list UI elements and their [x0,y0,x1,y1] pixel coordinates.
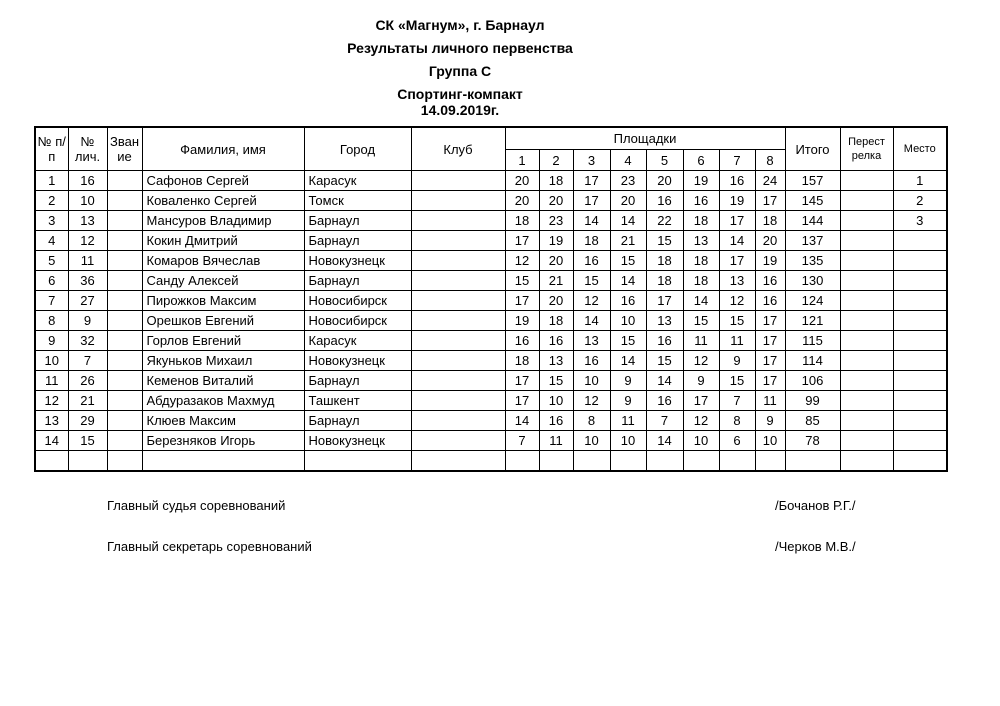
chief-judge-label: Главный судья соревнований [107,498,286,513]
table-row [35,171,947,191]
cell-total: 114 [785,351,840,371]
cell-site-score: 6 [719,431,755,451]
cell-place [893,271,947,291]
cell-city [304,451,411,472]
table-row [35,291,947,311]
cell-lic: 36 [68,271,107,291]
cell-lic: 26 [68,371,107,391]
site-number-header: 7 [719,150,755,171]
cell-total: 85 [785,411,840,431]
cell-site-score: 18 [683,211,719,231]
col-header-place: Место [893,127,947,171]
cell-site-score: 17 [505,391,539,411]
cell-shootoff [840,291,893,311]
cell-num: 2 [35,191,68,211]
col-header-name: Фамилия, имя [142,127,304,171]
cell-name: Пирожков Максим [142,291,304,311]
cell-shootoff [840,451,893,472]
cell-total: 137 [785,231,840,251]
cell-site-score: 16 [539,331,573,351]
cell-lic: 21 [68,391,107,411]
cell-site-score: 18 [683,251,719,271]
cell-site-score: 10 [610,311,646,331]
cell-site-score: 15 [505,271,539,291]
cell-num: 4 [35,231,68,251]
cell-site-score: 16 [646,391,683,411]
cell-place [893,431,947,451]
cell-site-score [573,451,610,472]
site-number-header: 4 [610,150,646,171]
cell-site-score: 14 [573,311,610,331]
cell-site-score: 16 [646,331,683,351]
cell-site-score: 13 [573,331,610,351]
cell-place [893,351,947,371]
table-row [35,351,947,371]
cell-site-score: 15 [646,351,683,371]
cell-num: 13 [35,411,68,431]
cell-shootoff [840,231,893,251]
cell-city: Томск [304,191,411,211]
cell-rank [107,191,142,211]
cell-site-score: 20 [539,251,573,271]
table-row [35,271,947,291]
cell-site-score: 10 [683,431,719,451]
cell-site-score: 17 [505,371,539,391]
cell-site-score: 20 [505,191,539,211]
cell-club [411,431,505,451]
cell-place: 1 [893,171,947,191]
cell-club [411,351,505,371]
cell-city: Ташкент [304,391,411,411]
cell-site-score: 17 [573,191,610,211]
cell-rank [107,371,142,391]
cell-site-score: 15 [610,251,646,271]
cell-site-score: 8 [719,411,755,431]
cell-city: Барнаул [304,231,411,251]
cell-site-score: 16 [719,171,755,191]
site-number-header: 8 [755,150,785,171]
cell-site-score: 12 [573,391,610,411]
cell-site-score: 14 [719,231,755,251]
cell-city: Новосибирск [304,311,411,331]
cell-site-score: 18 [755,211,785,231]
cell-site-score: 9 [610,371,646,391]
cell-site-score: 15 [719,371,755,391]
cell-site-score: 7 [646,411,683,431]
cell-site-score: 13 [646,311,683,331]
cell-site-score: 14 [573,211,610,231]
cell-city: Барнаул [304,411,411,431]
cell-site-score: 20 [610,191,646,211]
cell-site-score: 12 [683,351,719,371]
cell-num: 3 [35,211,68,231]
cell-site-score: 18 [646,271,683,291]
cell-total: 106 [785,371,840,391]
chief-judge-name: /Бочанов Р.Г./ [775,498,856,513]
cell-site-score: 20 [646,171,683,191]
cell-name: Горлов Евгений [142,331,304,351]
col-header-rank: Зван ие [107,127,142,171]
cell-site-score: 20 [755,231,785,251]
cell-total: 144 [785,211,840,231]
cell-site-score: 18 [683,271,719,291]
site-number-header: 2 [539,150,573,171]
cell-city: Новокузнецк [304,431,411,451]
cell-num: 8 [35,311,68,331]
cell-site-score [539,451,573,472]
cell-city: Барнаул [304,211,411,231]
col-header-club: Клуб [411,127,505,171]
cell-site-score: 21 [610,231,646,251]
site-number-header: 5 [646,150,683,171]
cell-lic: 29 [68,411,107,431]
cell-club [411,451,505,472]
cell-site-score: 10 [755,431,785,451]
cell-place [893,291,947,311]
cell-site-score: 15 [610,331,646,351]
cell-site-score [683,451,719,472]
cell-name [142,451,304,472]
col-header-num: № п/п [35,127,68,171]
cell-site-score: 18 [573,231,610,251]
col-header-sites: Площадки [505,127,785,150]
cell-name: Кеменов Виталий [142,371,304,391]
group-title: Группа С [428,63,492,79]
cell-site-score: 18 [505,351,539,371]
cell-site-score: 14 [505,411,539,431]
cell-rank [107,431,142,451]
cell-num: 1 [35,171,68,191]
cell-place [893,311,947,331]
cell-site-score: 9 [683,371,719,391]
cell-club [411,371,505,391]
cell-total: 157 [785,171,840,191]
cell-shootoff [840,371,893,391]
cell-site-score: 13 [719,271,755,291]
cell-rank [107,311,142,331]
cell-lic: 15 [68,431,107,451]
cell-site-score: 10 [539,391,573,411]
cell-shootoff [840,251,893,271]
cell-site-score [505,451,539,472]
cell-lic: 13 [68,211,107,231]
cell-place [893,411,947,431]
cell-name: Клюев Максим [142,411,304,431]
cell-city: Карасук [304,331,411,351]
cell-site-score: 14 [610,211,646,231]
site-number-header: 1 [505,150,539,171]
results-table [34,126,948,472]
cell-site-score: 16 [573,351,610,371]
table-row [35,311,947,331]
cell-site-score: 9 [755,411,785,431]
cell-site-score: 17 [505,291,539,311]
cell-site-score: 22 [646,211,683,231]
table-row [35,411,947,431]
cell-rank [107,351,142,371]
cell-site-score: 16 [646,191,683,211]
cell-site-score: 15 [683,311,719,331]
cell-club [411,311,505,331]
cell-place [893,251,947,271]
table-row [35,391,947,411]
cell-lic: 10 [68,191,107,211]
cell-place [893,391,947,411]
cell-site-score: 17 [505,231,539,251]
cell-name: Сафонов Сергей [142,171,304,191]
cell-club [411,331,505,351]
cell-site-score: 14 [646,431,683,451]
discipline-title: Спортинг-компакт [397,86,523,102]
cell-site-score: 12 [505,251,539,271]
cell-city: Карасук [304,171,411,191]
cell-rank [107,251,142,271]
cell-total: 130 [785,271,840,291]
cell-club [411,191,505,211]
cell-site-score: 18 [505,211,539,231]
cell-site-score: 14 [646,371,683,391]
cell-lic: 12 [68,231,107,251]
cell-site-score: 19 [505,311,539,331]
results-title: Результаты личного первенства [347,40,573,56]
club-title: СК «Магнум», г. Барнаул [375,17,545,33]
cell-site-score: 17 [755,351,785,371]
cell-site-score: 13 [683,231,719,251]
cell-lic: 9 [68,311,107,331]
chief-secretary-name: /Черков М.В./ [775,539,856,554]
col-header-total: Итого [785,127,840,171]
cell-shootoff [840,271,893,291]
cell-total: 99 [785,391,840,411]
cell-city: Барнаул [304,271,411,291]
cell-city: Новокузнецк [304,351,411,371]
cell-site-score: 12 [683,411,719,431]
cell-site-score: 10 [573,371,610,391]
cell-site-score [755,451,785,472]
cell-site-score: 20 [539,291,573,311]
document-header [0,14,920,117]
col-header-city: Город [304,127,411,171]
cell-site-score: 17 [719,211,755,231]
cell-site-score: 12 [719,291,755,311]
cell-name: Комаров Вячеслав [142,251,304,271]
table-row [35,211,947,231]
cell-site-score: 19 [539,231,573,251]
cell-name: Коваленко Сергей [142,191,304,211]
cell-site-score: 17 [755,371,785,391]
cell-name: Кокин Дмитрий [142,231,304,251]
cell-site-score: 17 [646,291,683,311]
cell-site-score: 18 [539,171,573,191]
cell-shootoff [840,331,893,351]
cell-shootoff [840,211,893,231]
cell-lic: 16 [68,171,107,191]
cell-club [411,391,505,411]
cell-site-score: 9 [610,391,646,411]
cell-site-score: 19 [755,251,785,271]
cell-place [893,331,947,351]
cell-site-score: 24 [755,171,785,191]
cell-site-score: 20 [505,171,539,191]
cell-site-score: 7 [505,431,539,451]
cell-site-score: 10 [573,431,610,451]
cell-site-score: 17 [755,311,785,331]
table-row [35,371,947,391]
cell-num: 5 [35,251,68,271]
cell-num: 9 [35,331,68,351]
cell-site-score: 15 [573,271,610,291]
cell-site-score [646,451,683,472]
cell-site-score: 21 [539,271,573,291]
cell-rank [107,291,142,311]
cell-name: Березняков Игорь [142,431,304,451]
cell-club [411,171,505,191]
cell-site-score: 9 [719,351,755,371]
cell-site-score [719,451,755,472]
table-row [35,191,947,211]
cell-rank [107,451,142,472]
cell-club [411,411,505,431]
cell-total: 115 [785,331,840,351]
cell-site-score: 17 [573,171,610,191]
cell-shootoff [840,391,893,411]
cell-num [35,451,68,472]
cell-site-score: 20 [539,191,573,211]
cell-site-score: 16 [683,191,719,211]
table-row [35,251,947,271]
cell-place [893,451,947,472]
event-date: 14.09.2019г. [420,102,500,118]
cell-site-score: 11 [755,391,785,411]
cell-site-score: 15 [539,371,573,391]
table-row [35,451,947,472]
cell-num: 10 [35,351,68,371]
cell-site-score: 17 [719,251,755,271]
cell-lic: 7 [68,351,107,371]
cell-site-score: 11 [610,411,646,431]
cell-site-score: 14 [610,271,646,291]
cell-site-score: 17 [755,191,785,211]
cell-club [411,211,505,231]
cell-site-score: 13 [539,351,573,371]
cell-club [411,231,505,251]
cell-shootoff [840,411,893,431]
cell-shootoff [840,431,893,451]
cell-place [893,371,947,391]
cell-total: 78 [785,431,840,451]
cell-site-score: 15 [719,311,755,331]
cell-club [411,251,505,271]
cell-rank [107,331,142,351]
cell-place: 2 [893,191,947,211]
cell-site-score: 16 [755,271,785,291]
cell-place: 3 [893,211,947,231]
cell-site-score: 15 [646,231,683,251]
cell-site-score: 12 [573,291,610,311]
cell-site-score: 23 [610,171,646,191]
cell-lic: 27 [68,291,107,311]
cell-total: 124 [785,291,840,311]
cell-rank [107,271,142,291]
cell-city: Новокузнецк [304,251,411,271]
cell-rank [107,411,142,431]
cell-name: Абдуразаков Махмуд [142,391,304,411]
cell-rank [107,391,142,411]
cell-num: 14 [35,431,68,451]
cell-name: Мансуров Владимир [142,211,304,231]
cell-total: 135 [785,251,840,271]
cell-name: Якуньков Михаил [142,351,304,371]
cell-lic: 11 [68,251,107,271]
cell-site-score: 14 [683,291,719,311]
cell-lic [68,451,107,472]
cell-shootoff [840,311,893,331]
cell-shootoff [840,351,893,371]
cell-site-score: 10 [610,431,646,451]
cell-site-score: 17 [755,331,785,351]
cell-num: 6 [35,271,68,291]
cell-site-score: 11 [539,431,573,451]
cell-rank [107,171,142,191]
cell-shootoff [840,191,893,211]
cell-lic: 32 [68,331,107,351]
table-row [35,431,947,451]
chief-secretary-label: Главный секретарь соревнований [107,539,312,554]
cell-site-score: 18 [539,311,573,331]
cell-num: 7 [35,291,68,311]
table-row [35,231,947,251]
cell-site-score: 16 [505,331,539,351]
cell-num: 11 [35,371,68,391]
cell-rank [107,211,142,231]
cell-club [411,291,505,311]
cell-shootoff [840,171,893,191]
cell-site-score: 8 [573,411,610,431]
cell-site-score: 16 [539,411,573,431]
cell-site-score: 17 [683,391,719,411]
cell-total: 121 [785,311,840,331]
cell-city: Барнаул [304,371,411,391]
cell-site-score: 19 [719,191,755,211]
cell-site-score: 7 [719,391,755,411]
cell-site-score: 16 [755,291,785,311]
col-header-lic: № лич. [68,127,107,171]
cell-name: Орешков Евгений [142,311,304,331]
cell-site-score: 16 [573,251,610,271]
cell-total: 145 [785,191,840,211]
cell-city: Новосибирск [304,291,411,311]
table-row [35,331,947,351]
cell-site-score: 14 [610,351,646,371]
cell-site-score: 11 [719,331,755,351]
cell-site-score: 19 [683,171,719,191]
cell-site-score: 11 [683,331,719,351]
cell-rank [107,231,142,251]
cell-num: 12 [35,391,68,411]
site-number-header: 6 [683,150,719,171]
cell-site-score: 18 [646,251,683,271]
cell-site-score: 23 [539,211,573,231]
cell-site-score [610,451,646,472]
cell-club [411,271,505,291]
cell-name: Санду Алексей [142,271,304,291]
cell-total [785,451,840,472]
col-header-shootoff: Перест релка [840,127,893,171]
cell-place [893,231,947,251]
cell-site-score: 16 [610,291,646,311]
site-number-header: 3 [573,150,610,171]
